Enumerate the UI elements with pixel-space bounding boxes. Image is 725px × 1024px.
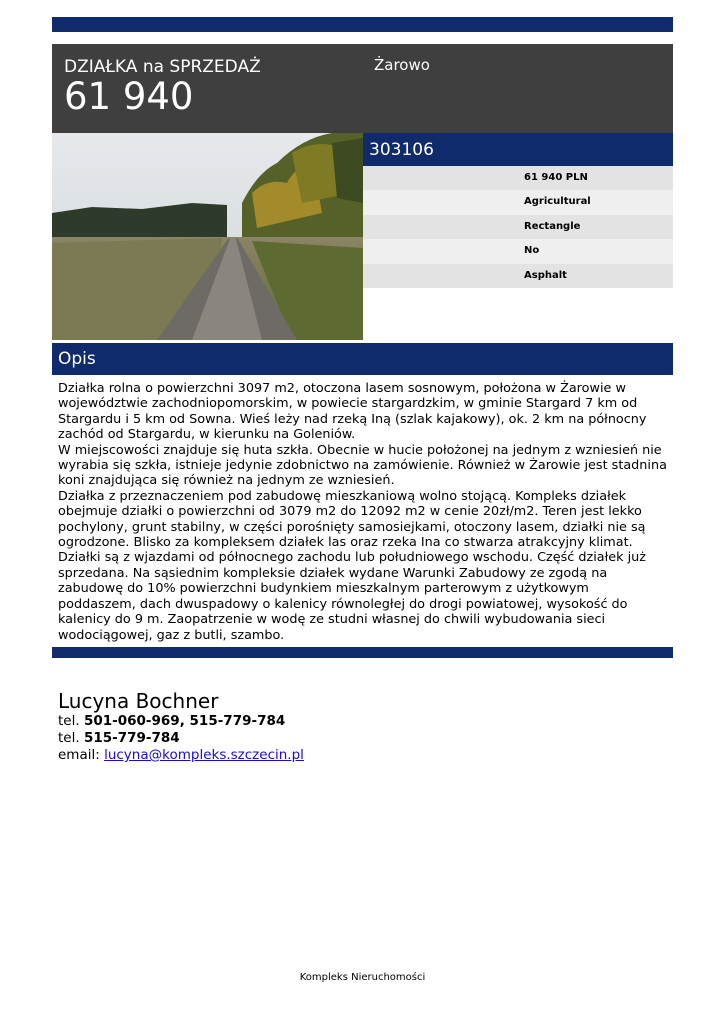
listing-id-bar [363,133,673,166]
facts-table [363,166,673,288]
description-header [52,343,673,375]
agent-name: Lucyna Bochner [58,689,219,713]
agent-phones-1: 501-060-969, 515-779-784 [83,713,286,729]
description-title: Opis [58,349,96,369]
bottom-bar [52,647,673,658]
fact-row-shape [363,215,673,239]
tel-label: tel. [58,713,80,729]
fact-row-fence [363,239,673,263]
fact-value: 61 940 PLN [524,172,588,183]
agent-email-line [58,747,304,764]
agent-phone-line-2 [58,730,304,747]
description-body [58,381,670,643]
fact-value: No [524,245,540,257]
fact-row-type [363,190,673,214]
fact-row-road [363,264,673,288]
email-label: email: [58,747,100,763]
agent-contact [58,689,304,764]
tel-label: tel. [58,730,80,746]
property-photo [52,133,363,340]
fact-row-price [363,166,673,190]
listing-city: Żarowo [374,56,430,74]
fact-value: Agricultural [524,196,591,208]
listing-price: 61 940 [64,75,194,118]
agent-phones-2: 515-779-784 [83,730,180,746]
fact-value: Asphalt [524,269,567,281]
agent-phone-line-1 [58,713,304,730]
listing-type: DZIAŁKA na SPRZEDAŻ [64,57,261,77]
listing-id: 303106 [369,140,434,160]
description-paragraph: Działka z przeznaczeniem pod zabudowę mieszkaniową wolno stojącą. Kompleks działek obejmuje działki o powierzchni od 3079 m2 do 12092 m2 w cenie 20zł/m2. Teren jest lekko pochylony, grunt stabilny, w części porośnięty samosiejkami, otoczony lasem, działki nie są ogrodzone. Blisko za kompleksem działek las oraz rzeka Ina co stwarza atrakcyjny klimat. Działki są z wjazdami od północnego zachodu lub południowego wschodu. Część działek już sprzedana. Na sąsiednim kompleksie działek wydane Warunki Zabudowy ze zgodą na zabudowę do 10% powierzchni budynkiem mieszkalnym parterowym z użytkowym poddaszem, dach dwuspadowy o kalenicy równoległej do drogi powiatowej, wysokość do kalenicy do 9 m. Zaopatrzenie w wodę ze studni własnej do chwili wybudowania sieci wodociągowej, gaz z butli, szambo. [58,488,646,643]
description-paragraph: Działka rolna o powierzchni 3097 m2, otoczona lasem sosnowym, położona w Żarowie w województwie zachodniopomorskim, w powiecie stargardzkim, w gminie Stargard 7 km od Stargardu i 5 km od Sowna. Wieś leży nad rzeką Iną (szlak kajakowy), ok. 2 km na północny zachód od Stargardu, w kierunku na Goleniów. [58,381,647,443]
description-paragraph: W miejscowości znajduje się huta szkła. Obecnie w hucie położonej na jednym z wzniesień nie wyrabia się szkła, istnieje jedynie zdobnictwo na zamówienie. Również w Żarowie jest stadnina koni znajdująca się również na jednym ze wzniesień. [58,442,667,489]
footer-company: Kompleks Nieruchomości [299,972,426,983]
listing-header [52,44,673,133]
fact-value: Rectangle [524,220,581,232]
agent-email-link[interactable]: lucyna@kompleks.szczecin.pl [104,747,304,763]
top-bar [52,17,673,32]
